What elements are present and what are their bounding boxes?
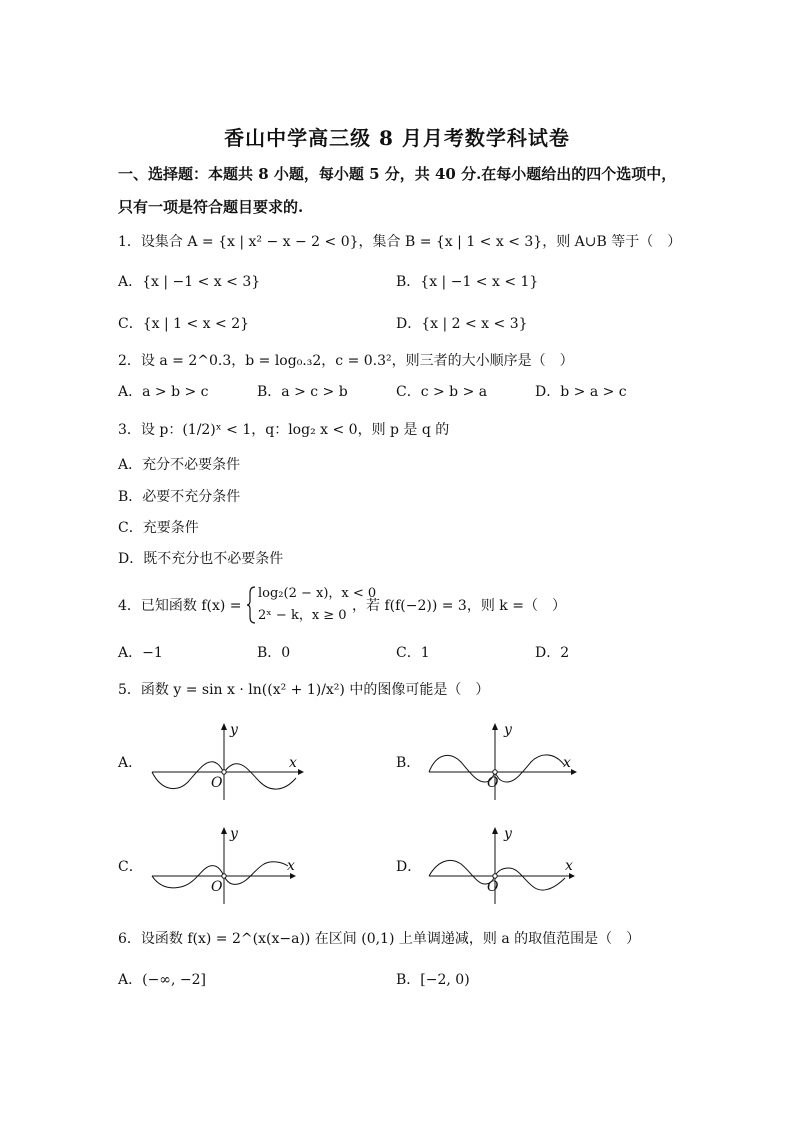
q1-option-c: C．{x | 1 < x < 2} bbox=[118, 316, 250, 332]
q2-option-c: C．c > b > a bbox=[396, 384, 488, 400]
q4-option-d: D．2 bbox=[535, 645, 570, 661]
q3-option-b: B．必要不充分条件 bbox=[118, 489, 241, 505]
q3-stem: 3．设 p：(1/2)ˣ < 1，q：log₂ x < 0，则 p 是 q 的 bbox=[118, 422, 450, 438]
page-title: 香山中学高三级 8 月月考数学科试卷 bbox=[224, 126, 570, 150]
q5-c-x-label: x bbox=[287, 858, 295, 874]
q3-option-a: A．充分不必要条件 bbox=[118, 457, 241, 473]
q5-d-y-label: y bbox=[504, 826, 512, 842]
q2-option-a: A．a > b > c bbox=[118, 384, 209, 400]
q4-stem-prefix: 4．已知函数 f(x) = bbox=[118, 598, 242, 614]
q5-d-x-label: x bbox=[565, 858, 573, 874]
q5-c-origin-label: O bbox=[211, 879, 223, 895]
q5-label-b: B． bbox=[396, 755, 421, 771]
q1-option-d: D．{x | 2 < x < 3} bbox=[396, 316, 528, 332]
q1-option-a: A．{x | −1 < x < 3} bbox=[118, 274, 261, 290]
q5-graph-a bbox=[148, 720, 308, 804]
q4-case-2: 2ˣ − k，x ≥ 0 bbox=[258, 608, 347, 623]
q1-option-b: B．{x | −1 < x < 1} bbox=[396, 274, 539, 290]
q2-option-b: B．a > c > b bbox=[257, 384, 348, 400]
q3-option-d: D．既不充分也不必要条件 bbox=[118, 551, 284, 567]
q5-a-origin-label: O bbox=[211, 775, 223, 791]
q3-option-c: C．充要条件 bbox=[118, 520, 199, 536]
section-heading-line2: 只有一项是符合题目要求的. bbox=[118, 198, 304, 216]
q5-a-y-label: y bbox=[230, 722, 238, 738]
q5-label-d: D． bbox=[396, 859, 422, 875]
q2-option-d: D．b > a > c bbox=[535, 384, 627, 400]
q5-b-y-label: y bbox=[504, 722, 512, 738]
q5-a-x-label: x bbox=[289, 755, 297, 771]
q5-label-c: C． bbox=[118, 859, 143, 875]
q5-d-origin-label: O bbox=[487, 879, 499, 895]
q6-stem: 6．设函数 f(x) = 2^(x(x−a)) 在区间 (0,1) 上单调递减，则 a 的取值范围是（ ） bbox=[118, 931, 641, 947]
section-heading-line1: 一、选择题：本题共 8 小题，每小题 5 分，共 40 分.在每小题给出的四个选项中， bbox=[118, 165, 677, 183]
q4-option-b: B．0 bbox=[257, 645, 291, 661]
q5-stem: 5．函数 y = sin x · ln((x² + 1)/x²) 中的图像可能是（ ） bbox=[118, 682, 490, 698]
q2-stem: 2．设 a = 2^0.3，b = log₀.₃2，c = 0.3²，则三者的大小顺序是（ ） bbox=[118, 353, 574, 369]
q4-case-1: log₂(2 − x)，x < 0 bbox=[258, 586, 377, 601]
q4-brace-icon bbox=[247, 585, 257, 625]
q5-b-origin-label: O bbox=[487, 775, 499, 791]
q1-stem: 1．设集合 A = {x | x² − x − 2 < 0}，集合 B = {x | 1 < x < 3}，则 A∪B 等于（ ） bbox=[118, 234, 682, 250]
q5-graph-c bbox=[148, 824, 308, 908]
q5-b-x-label: x bbox=[563, 755, 571, 771]
q4-stem-suffix: ，若 f(f(−2)) = 3，则 k =（ ） bbox=[352, 598, 566, 614]
q4-option-c: C．1 bbox=[396, 645, 430, 661]
q6-option-b: B．[−2, 0) bbox=[396, 972, 470, 988]
q5-c-y-label: y bbox=[230, 826, 238, 842]
q6-option-a: A．(−∞, −2] bbox=[118, 972, 206, 988]
q5-label-a: A． bbox=[118, 755, 143, 771]
q4-option-a: A．−1 bbox=[118, 645, 163, 661]
